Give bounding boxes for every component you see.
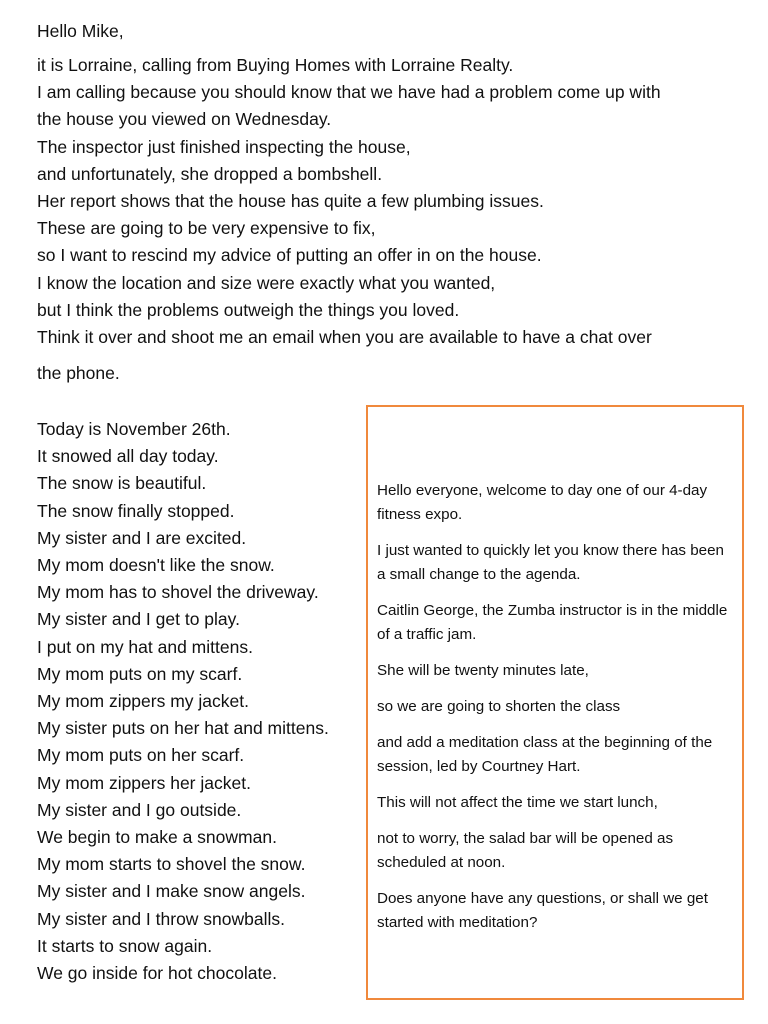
announcement-text bbox=[377, 479, 733, 947]
announcement-paragraph: and add a meditation class at the beginning of the session, led by Courtney Hart. bbox=[377, 734, 713, 775]
voicemail-message bbox=[37, 52, 737, 387]
story-line: My mom zippers her jacket. bbox=[37, 772, 251, 793]
announcement-paragraph: not to worry, the salad bar will be opened as scheduled at noon. bbox=[377, 830, 674, 871]
message-line: Think it over and shoot me an email when you are available to have a chat over bbox=[37, 327, 652, 348]
story-line: My mom starts to shovel the snow. bbox=[37, 854, 306, 875]
story-line: Today is November 26th. bbox=[37, 419, 231, 439]
message-line: the phone. bbox=[37, 363, 120, 384]
story-line: My mom zippers my jacket. bbox=[37, 691, 249, 712]
message-line: These are going to be very expensive to fix, bbox=[37, 218, 376, 239]
announcement-paragraph: She will be twenty minutes late, bbox=[377, 662, 589, 679]
story-line: My mom doesn't like the snow. bbox=[37, 555, 275, 576]
message-line: and unfortunately, she dropped a bombshell. bbox=[37, 163, 383, 184]
story-line: My sister and I get to play. bbox=[37, 609, 240, 630]
message-line: Her report shows that the house has quite a few plumbing issues. bbox=[37, 191, 544, 212]
announcement-paragraph: Caitlin George, the Zumba instructor is in the middle of a traffic jam. bbox=[377, 602, 728, 643]
story-line: We go inside for hot chocolate. bbox=[37, 963, 277, 984]
story-line: My sister and I throw snowballs. bbox=[37, 908, 286, 929]
story-line: We begin to make a snowman. bbox=[37, 827, 277, 848]
story-line: My sister and I make snow angels. bbox=[37, 881, 306, 902]
story-line: My sister puts on her hat and mittens. bbox=[37, 718, 329, 739]
story-line: My mom puts on my scarf. bbox=[37, 663, 243, 684]
message-line: I know the location and size were exactly what you wanted, bbox=[37, 272, 496, 293]
story-line: My mom has to shovel the driveway. bbox=[37, 582, 319, 603]
message-line: it is Lorraine, calling from Buying Homes with Lorraine Realty. bbox=[37, 55, 514, 75]
message-line: The inspector just finished inspecting the house, bbox=[37, 136, 411, 157]
greeting-line: Hello Mike, bbox=[37, 21, 124, 41]
story-line: The snow is beautiful. bbox=[37, 473, 207, 494]
announcement-paragraph: Does anyone have any questions, or shall we get started with meditation? bbox=[377, 890, 708, 931]
announcement-paragraph: so we are going to shorten the class bbox=[377, 698, 621, 715]
announcement-paragraph: I just wanted to quickly let you know there has been a small change to the agenda. bbox=[377, 542, 724, 583]
snow-day-story bbox=[37, 416, 367, 987]
message-line: the house you viewed on Wednesday. bbox=[37, 109, 332, 130]
story-line: It snowed all day today. bbox=[37, 446, 219, 467]
announcement-box bbox=[366, 405, 744, 1000]
announcement-paragraph: Hello everyone, welcome to day one of our 4-day fitness expo. bbox=[377, 482, 708, 523]
announcement-paragraph: This will not affect the time we start lunch, bbox=[377, 794, 658, 811]
story-line: My sister and I are excited. bbox=[37, 527, 247, 548]
story-line: It starts to snow again. bbox=[37, 935, 213, 956]
story-line: My sister and I go outside. bbox=[37, 799, 242, 820]
message-line: so I want to rescind my advice of putting an offer in on the house. bbox=[37, 245, 542, 266]
story-line: I put on my hat and mittens. bbox=[37, 636, 253, 657]
message-line: but I think the problems outweigh the things you loved. bbox=[37, 299, 460, 320]
message-line: I am calling because you should know that we have had a problem come up with bbox=[37, 82, 661, 103]
story-line: The snow finally stopped. bbox=[37, 500, 235, 521]
story-line: My mom puts on her scarf. bbox=[37, 745, 245, 766]
